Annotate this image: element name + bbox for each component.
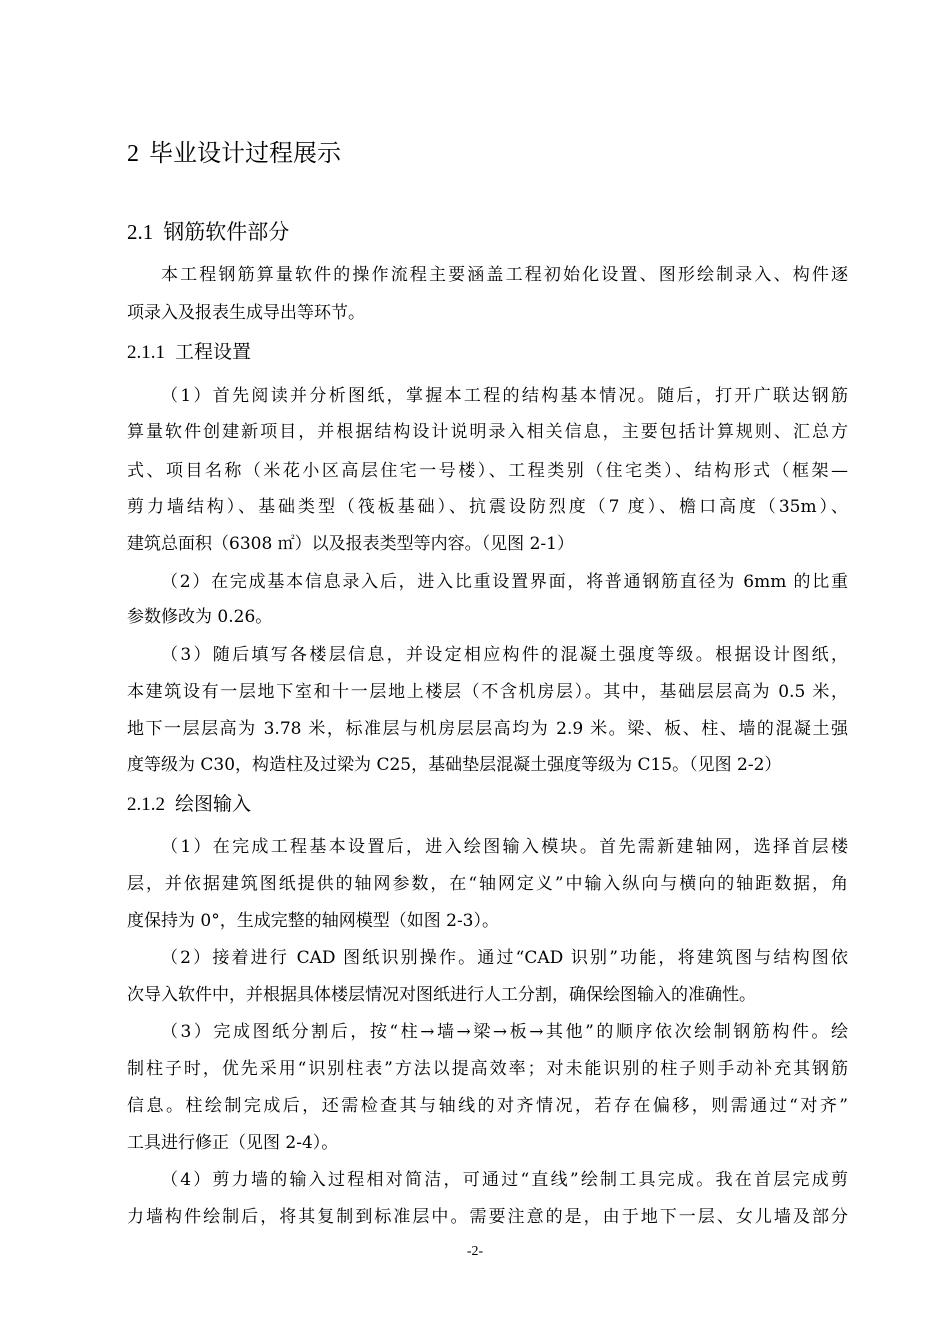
paragraph-line: 度等级为 C30，构造柱及过梁为 C25，基础垫层混凝土强度等级为 C15。（见图 2-2） (127, 755, 782, 775)
paragraph-line: （3）完成图纸分割后，按“柱→墙→梁→板→其他”的顺序依次绘制钢筋构件。绘 (161, 1022, 848, 1042)
chapter-number: 2 (127, 141, 139, 167)
page-number: -2- (466, 1244, 484, 1259)
chapter-heading (127, 136, 341, 171)
subsection-title: 工程设置 (175, 341, 252, 363)
paragraph-line: 参数修改为 0.26。 (127, 607, 273, 627)
paragraph-line: 剪力墙结构）、基础类型（筏板基础）、抗震设防烈度（7 度）、檐口高度（35m）、 (127, 497, 848, 517)
intro-line: 本工程钢筋算量软件的操作流程主要涵盖工程初始化设置、图形绘制录入、构件逐 (161, 265, 848, 285)
paragraph-line: 算量软件创建新项目，并根据结构设计说明录入相关信息，主要包括计算规则、汇总方 (127, 422, 848, 442)
section-title: 钢筋软件部分 (163, 220, 290, 244)
paragraph-line: 地下一层层高为 3.78 米，标准层与机房层层高均为 2.9 米。梁、板、柱、墙的混凝土强 (127, 719, 848, 739)
subsection-number: 2.1.1 (127, 342, 165, 363)
paragraph-line: （1）在完成工程基本设置后，进入绘图输入模块。首先需新建轴网，选择首层楼 (161, 837, 848, 857)
subsection-title: 绘图输入 (175, 793, 252, 815)
paragraph-line: 次导入软件中，并根据具体楼层情况对图纸进行人工分割，确保绘图输入的准确性。 (127, 985, 756, 1005)
paragraph-line: （4）剪力墙的输入过程相对简洁，可通过“直线”绘制工具完成。我在首层完成剪 (161, 1170, 848, 1190)
subsection-heading (127, 338, 251, 367)
paragraph-line: 信息。柱绘制完成后，还需检查其与轴线的对齐情况，若存在偏移，则需通过“对齐” (127, 1096, 848, 1116)
chapter-title: 毕业设计过程展示 (149, 139, 341, 167)
section-heading (127, 217, 289, 247)
paragraph-line: 式、项目名称（米花小区高层住宅一号楼）、工程类别（住宅类）、结构形式（框架— (127, 461, 848, 481)
subsection-number: 2.1.2 (127, 794, 165, 815)
paragraph-line: 工具进行修正（见图 2-4）。 (127, 1133, 339, 1153)
intro-line: 项录入及报表生成导出等环节。 (127, 303, 365, 323)
paragraph-line: 力墙构件绘制后，将其复制到标准层中。需要注意的是，由于地下一层、女儿墙及部分 (127, 1207, 848, 1227)
section-number: 2.1 (127, 220, 154, 244)
paragraph-line: （2）在完成基本信息录入后，进入比重设置界面，将普通钢筋直径为 6mm 的比重 (161, 572, 848, 592)
paragraph-line: 建筑总面积（6308 ㎡）以及报表类型等内容。（见图 2-1） (127, 534, 574, 554)
paragraph-line: 本建筑设有一层地下室和十一层地上楼层（不含机房层）。其中，基础层层高为 0.5 米， (127, 682, 848, 702)
paragraph-line: （2）接着进行 CAD 图纸识别操作。通过“CAD 识别”功能，将建筑图与结构图依 (161, 948, 848, 968)
paragraph-line: 度保持为 0°，生成完整的轴网模型（如图 2-3）。 (127, 911, 499, 931)
paragraph-line: 层，并依据建筑图纸提供的轴网参数，在“轴网定义”中输入纵向与横向的轴距数据，角 (127, 874, 848, 894)
paragraph-line: 制柱子时，优先采用“识别柱表”方法以提高效率；对未能识别的柱子则手动补充其钢筋 (127, 1059, 848, 1079)
paragraph-line: （3）随后填写各楼层信息，并设定相应构件的混凝土强度等级。根据设计图纸， (161, 645, 848, 665)
paragraph-line: （1）首先阅读并分析图纸，掌握本工程的结构基本情况。随后，打开广联达钢筋 (161, 386, 848, 406)
subsection-heading (127, 790, 251, 819)
